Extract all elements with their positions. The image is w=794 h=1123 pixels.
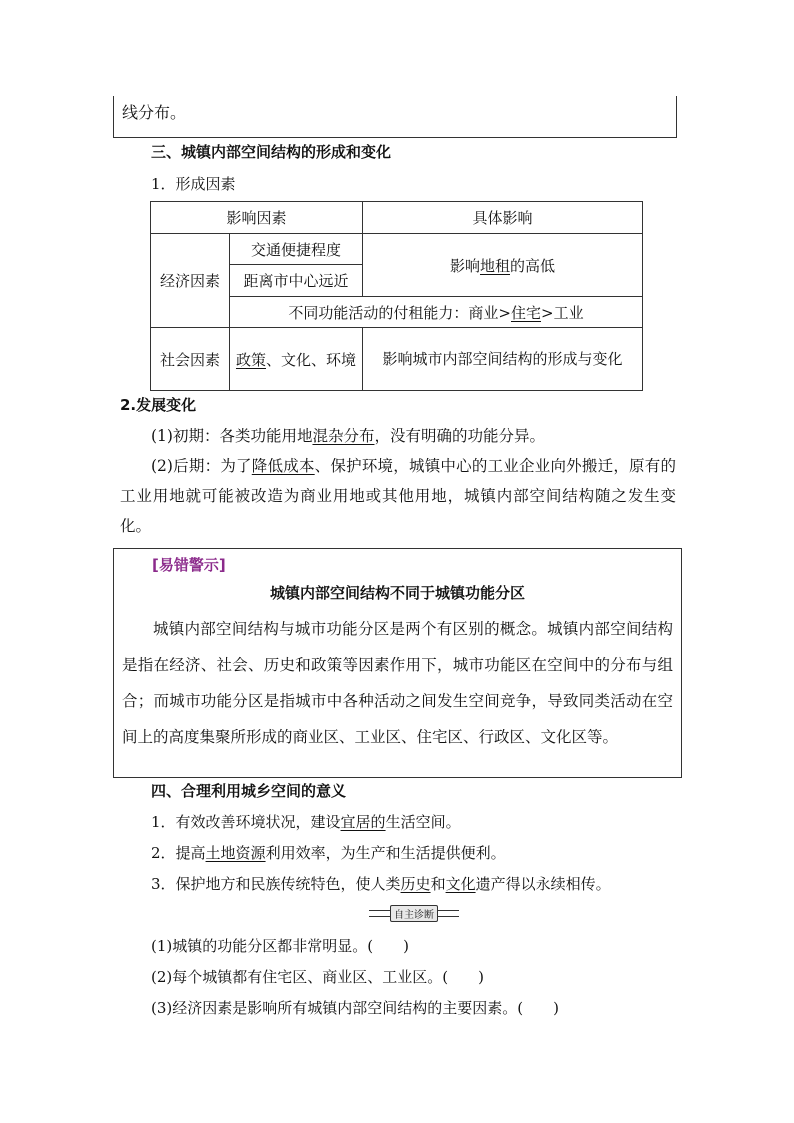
continued-text-box <box>113 96 677 138</box>
self-check-question-3: (3)经济因素是影响所有城镇内部空间结构的主要因素。( ) <box>151 999 559 1017</box>
economic-effect: 影响地租的高低 <box>363 234 643 297</box>
development-heading: 2.发展变化 <box>120 396 197 414</box>
warning-tag: [易错警示] <box>152 556 226 574</box>
warning-body: 城镇内部空间结构与城市功能分区是两个有区别的概念。城镇内部空间结构是指在经济、社会、历史和政策等因素作用下，城市功能区在空间中的分布与组合；而城市功能分区是指城市中各种活动之间发生空间竞争，导致同类活动在空间上的高度集聚所形成的商业区、工业区、住宅区、行政区、文化区等。 <box>122 620 673 746</box>
common-mistake-box <box>113 548 682 778</box>
header-factor: 影响因素 <box>151 202 363 234</box>
section4-heading: 四、合理利用城乡空间的意义 <box>151 782 347 800</box>
self-check-label: 自主诊断 <box>390 905 438 922</box>
self-check-question-1: (1)城镇的功能分区都非常明显。( ) <box>151 937 409 955</box>
economic-factor-label: 经济因素 <box>151 234 230 328</box>
significance-item-1: 1．有效改善环境状况，建设宜居的生活空间。 <box>151 813 461 831</box>
bid-rent-ability: 不同功能活动的付租能力：商业>住宅>工业 <box>230 297 643 328</box>
continued-text: 线分布。 <box>122 103 187 122</box>
late-stage-text: (2)后期：为了降低成本、保护环境，城镇中心的工业企业向外搬迁，原有的工业用地就可能被改造为商业用地或其他用地，城镇内部空间结构随之发生变化。 <box>120 457 676 535</box>
self-check-banner <box>369 906 459 920</box>
significance-item-3: 3．保护地方和民族传统特色，使人类历史和文化遗产得以永续相传。 <box>151 875 611 893</box>
self-check-question-2: (2)每个城镇都有住宅区、商业区、工业区。( ) <box>151 968 484 986</box>
social-effect: 影响城市内部空间结构的形成与变化 <box>363 328 643 391</box>
section3-heading: 三、城镇内部空间结构的形成和变化 <box>151 143 392 161</box>
social-factor-label: 社会因素 <box>151 328 230 391</box>
formation-factors-table <box>150 201 643 391</box>
early-stage-text: (1)初期：各类功能用地混杂分布，没有明确的功能分异。 <box>151 427 545 445</box>
header-effect: 具体影响 <box>363 202 643 234</box>
economic-item-distance: 距离市中心远近 <box>230 265 363 297</box>
economic-item-transport: 交通便捷程度 <box>230 234 363 265</box>
formation-factors-heading: 1．形成因素 <box>151 175 236 193</box>
warning-title: 城镇内部空间结构不同于城镇功能分区 <box>269 584 525 602</box>
social-items: 政策、文化、环境 <box>230 328 363 391</box>
significance-item-2: 2．提高土地资源利用效率，为生产和生活提供便利。 <box>151 844 506 862</box>
